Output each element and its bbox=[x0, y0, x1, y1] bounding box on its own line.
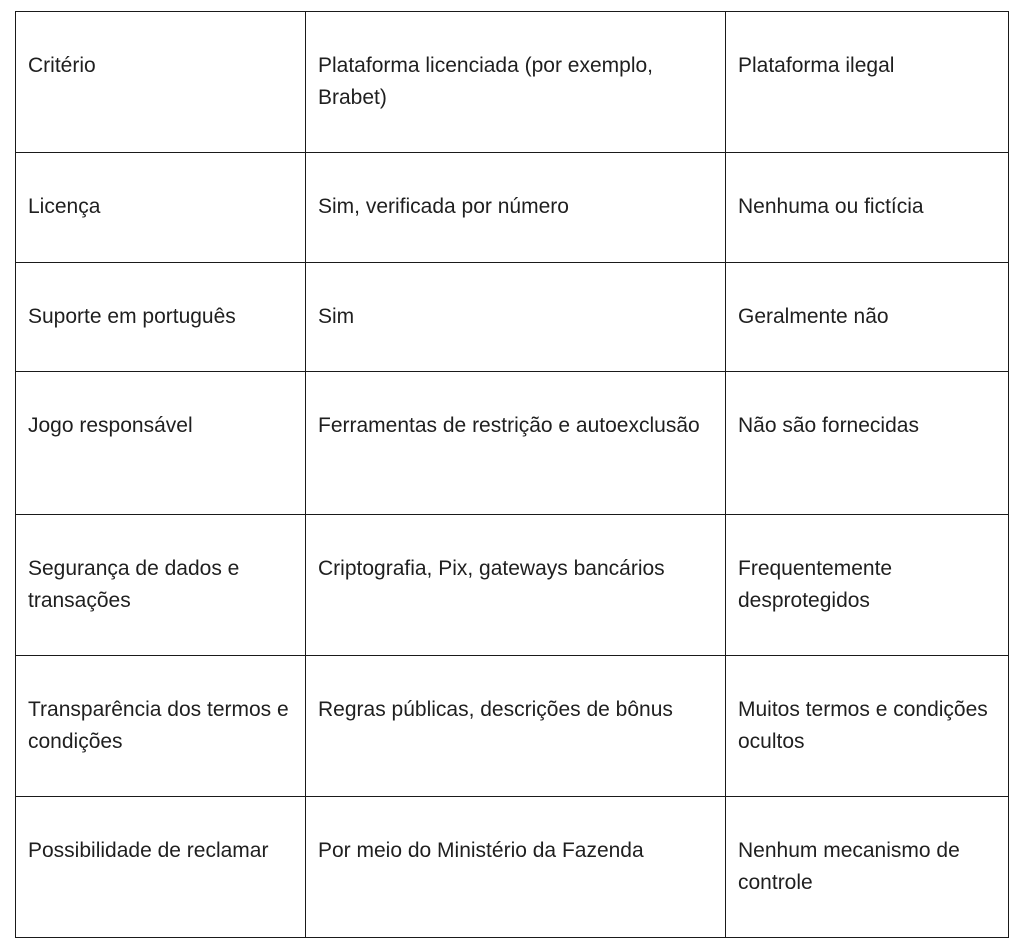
header-cell-licensed-platform: Plataforma licenciada (por exemplo, Brabet) bbox=[306, 12, 726, 153]
criterion-cell: Segurança de dados e transações bbox=[16, 515, 306, 656]
illegal-cell: Nenhum mecanismo de controle bbox=[726, 797, 1009, 938]
criterion-cell: Possibilidade de reclamar bbox=[16, 797, 306, 938]
illegal-cell: Não são fornecidas bbox=[726, 372, 1009, 515]
criterion-cell: Jogo responsável bbox=[16, 372, 306, 515]
table-row bbox=[16, 797, 1009, 938]
illegal-cell: Frequentemente desprotegidos bbox=[726, 515, 1009, 656]
illegal-cell: Nenhuma ou fictícia bbox=[726, 153, 1009, 263]
table-row bbox=[16, 153, 1009, 263]
table-row bbox=[16, 515, 1009, 656]
illegal-cell: Muitos termos e condições ocultos bbox=[726, 656, 1009, 797]
licensed-cell: Por meio do Ministério da Fazenda bbox=[306, 797, 726, 938]
comparison-table bbox=[15, 11, 1009, 938]
licensed-cell: Criptografia, Pix, gateways bancários bbox=[306, 515, 726, 656]
criterion-cell: Suporte em português bbox=[16, 263, 306, 372]
header-cell-illegal-platform: Plataforma ilegal bbox=[726, 12, 1009, 153]
table-row bbox=[16, 656, 1009, 797]
licensed-cell: Regras públicas, descrições de bônus bbox=[306, 656, 726, 797]
criterion-cell: Transparência dos termos e condições bbox=[16, 656, 306, 797]
header-cell-criterion: Critério bbox=[16, 12, 306, 153]
licensed-cell: Ferramentas de restrição e autoexclusão bbox=[306, 372, 726, 515]
table-row bbox=[16, 372, 1009, 515]
licensed-cell: Sim bbox=[306, 263, 726, 372]
table-header-row bbox=[16, 12, 1009, 153]
illegal-cell: Geralmente não bbox=[726, 263, 1009, 372]
table-row bbox=[16, 263, 1009, 372]
licensed-cell: Sim, verificada por número bbox=[306, 153, 726, 263]
criterion-cell: Licença bbox=[16, 153, 306, 263]
